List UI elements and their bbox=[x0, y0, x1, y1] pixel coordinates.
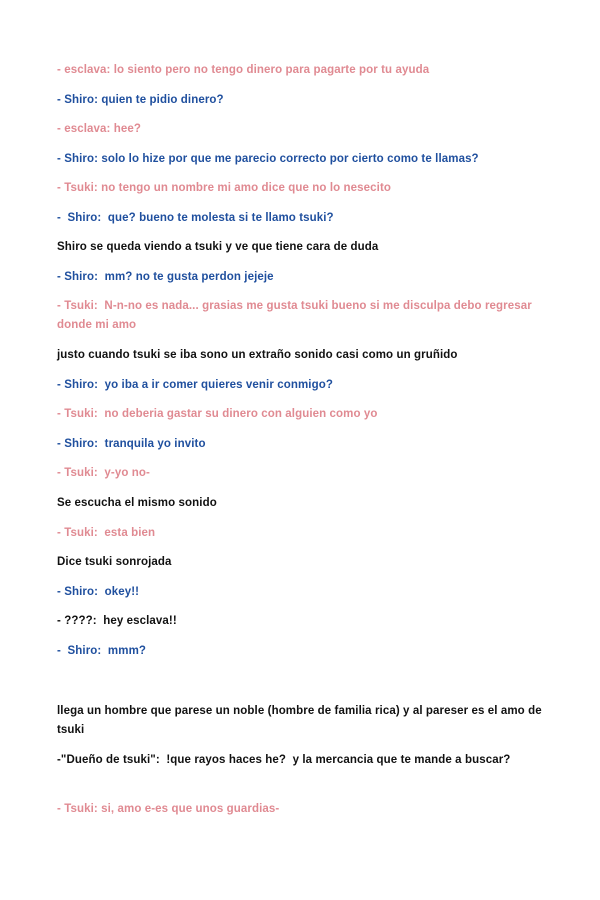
narration-line-4: Dice tsuki sonrojada bbox=[57, 556, 172, 568]
narration-line-3: Se escucha el mismo sonido bbox=[57, 497, 217, 509]
dialogue-line-shiro-5: - Shiro: yo iba a ir comer quieres venir conmigo? bbox=[57, 379, 333, 391]
dialogue-line-shiro-1: - Shiro: quien te pidio dinero? bbox=[57, 94, 224, 106]
narration-line-1: Shiro se queda viendo a tsuki y ve que tiene cara de duda bbox=[57, 241, 379, 253]
dialogue-line-shiro-2: - Shiro: solo lo hize por que me parecio correcto por cierto como te llamas? bbox=[57, 153, 479, 165]
narration-line-2: justo cuando tsuki se iba sono un extraño sonido casi como un gruñido bbox=[57, 349, 458, 361]
dialogue-line-shiro-7: - Shiro: okey!! bbox=[57, 586, 140, 598]
dialogue-line-shiro-3: - Shiro: que? bueno te molesta si te llamo tsuki? bbox=[57, 212, 334, 224]
dialogue-line-tsuki-4: - Tsuki: y-yo no- bbox=[57, 467, 150, 479]
dialogue-line-shiro-4: - Shiro: mm? no te gusta perdon jejeje bbox=[57, 271, 274, 283]
dialogue-line-tsuki-3: - Tsuki: no deberia gastar su dinero con alguien como yo bbox=[57, 408, 378, 420]
narration-line-5: llega un hombre que parese un noble (hombre de familia rica) y al pareser es el amo de tsuki bbox=[57, 705, 546, 736]
dialogue-line-tsuki-6: - Tsuki: si, amo e-es que unos guardias- bbox=[57, 803, 280, 815]
dialogue-line-esclava-2: - esclava: hee? bbox=[57, 123, 141, 135]
dialogue-line-unknown: - ????: hey esclava!! bbox=[57, 615, 177, 627]
dialogue-line-tsuki-5: - Tsuki: esta bien bbox=[57, 527, 156, 539]
dialogue-line-tsuki-1: - Tsuki: no tengo un nombre mi amo dice que no lo nesecito bbox=[57, 182, 391, 194]
dialogue-line-shiro-6: - Shiro: tranquila yo invito bbox=[57, 438, 206, 450]
dialogue-line-esclava-1: - esclava: lo siento pero no tengo dinero para pagarte por tu ayuda bbox=[57, 64, 430, 76]
dialogue-line-tsuki-2: - Tsuki: N-n-no es nada... grasias me gusta tsuki bueno si me disculpa debo regresar donde mi amo bbox=[57, 300, 536, 331]
dialogue-line-owner: -"Dueño de tsuki": !que rayos haces he? y la mercancia que te mande a buscar? bbox=[57, 754, 511, 766]
dialogue-line-shiro-8: - Shiro: mmm? bbox=[57, 645, 147, 657]
